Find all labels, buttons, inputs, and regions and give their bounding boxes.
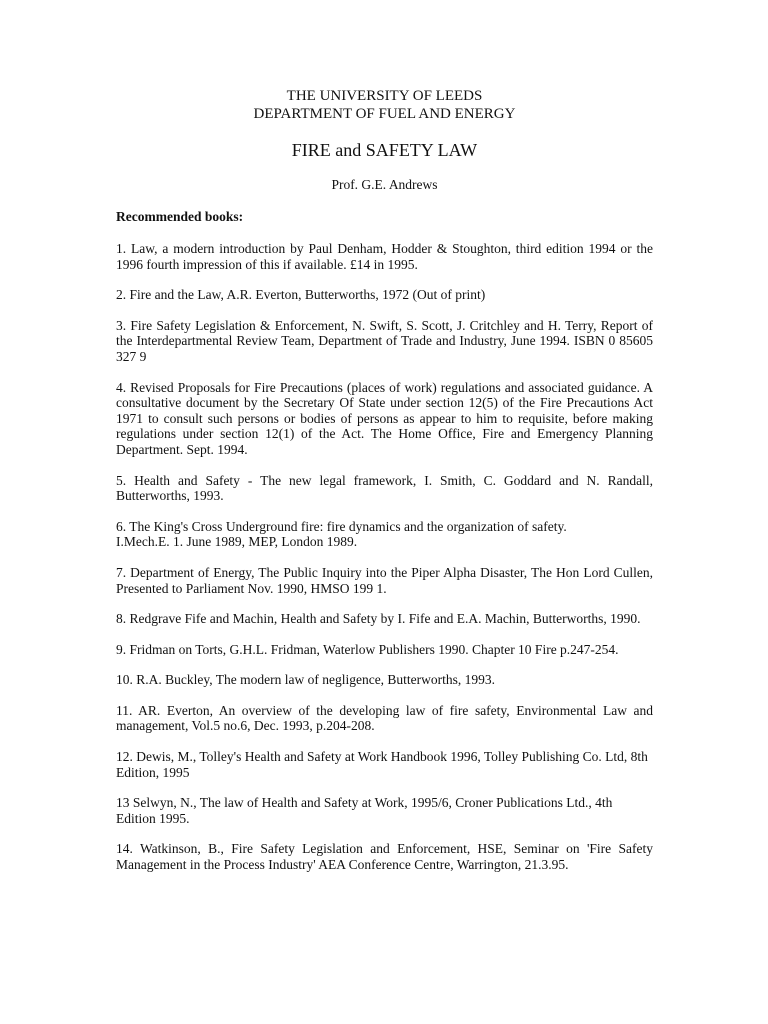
reference-item-14: 14. Watkinson, B., Fire Safety Legislation and Enforcement, HSE, Seminar on 'Fire Safety Management in the Process Industry' AEA Conference Centre, Warrington, 21.3.95. [116,841,653,873]
reference-item-9: 9. Fridman on Torts, G.H.L. Fridman, Waterlow Publishers 1990. Chapter 10 Fire p.247-254. [116,641,619,657]
reference-item-5: 5. Health and Safety - The new legal framework, I. Smith, C. Goddard and N. Randall, Butterworths, 1993. [116,472,653,504]
department-name: DEPARTMENT OF FUEL AND ENERGY [253,106,516,122]
reference-item-1: 1. Law, a modern introduction by Paul Denham, Hodder & Stoughton, third edition 1994 or the 1996 fourth impression of this if available. £14 in 1995. [116,241,653,272]
section-heading: Recommended books: [116,209,244,224]
reference-item-6: 6. The King's Cross Underground fire: fire dynamics and the organization of safety. I.Mech.E. 1. June 1989, MEP, London 1989. [116,518,567,550]
document-page [116,87,653,888]
reference-item-3: 3. Fire Safety Legislation & Enforcement, N. Swift, S. Scott, J. Critchley and H. Terry, Report of the Interdepartmental Review Team, Department of Trade and Industry, June 1994. ISBN 0 85605 327 9 [116,317,653,364]
author-name: Prof. G.E. Andrews [331,177,438,192]
university-name: THE UNIVERSITY OF LEEDS [286,88,483,104]
reference-item-10: 10. R.A. Buckley, The modern law of negligence, Butterworths, 1993. [116,672,496,688]
reference-item-8: 8. Redgrave Fife and Machin, Health and Safety by I. Fife and E.A. Machin, Butterworths, 1990. [116,611,641,627]
reference-item-11: 11. AR. Everton, An overview of the developing law of fire safety, Environmental Law and management, Vol.5 no.6, Dec. 1993, p.204-208. [116,702,653,734]
reference-item-7: 7. Department of Energy, The Public Inquiry into the Piper Alpha Disaster, The Hon Lord Cullen, Presented to Parliament Nov. 1990, HMSO 199 1. [116,564,653,596]
page-title: FIRE and SAFETY LAW [291,140,478,160]
reference-item-12: 12. Dewis, M., Tolley's Health and Safety at Work Handbook 1996, Tolley Publishing Co. Ltd, 8th Edition, 1995 [116,749,648,780]
reference-item-2: 2. Fire and the Law, A.R. Everton, Butterworths, 1972 (Out of print) [116,287,486,303]
reference-item-13: 13 Selwyn, N., The law of Health and Safety at Work, 1995/6, Croner Publications Ltd., 4th Edition 1995. [116,795,613,826]
reference-list [116,241,653,873]
reference-item-4: 4. Revised Proposals for Fire Precautions (places of work) regulations and associated guidance. A consultative document by the Secretary Of State under section 12(5) of the Fire Precautions Act 1971 to consult such persons or bodies of persons as appear to him to requisite, before making regulations under section 12(1) of the Act. The Home Office, Fire and Emergency Planning Department. Sept. 1994. [116,379,653,457]
